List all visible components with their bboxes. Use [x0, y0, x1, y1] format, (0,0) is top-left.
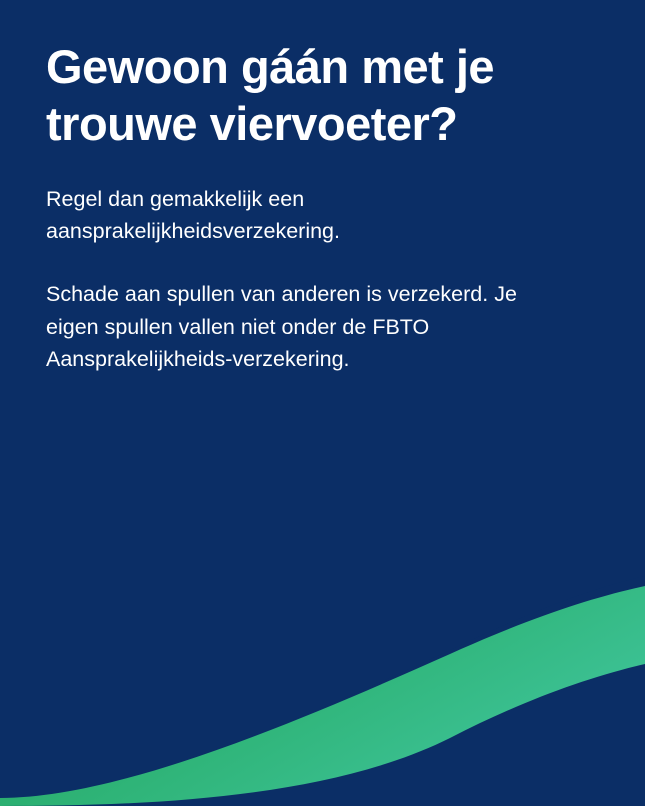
- wave-graphic: [0, 506, 645, 806]
- banner-content: [0, 0, 645, 376]
- banner-paragraph-1: Regel dan gemakkelijk een aansprakelijkheidsverzekering.: [46, 186, 340, 244]
- wave-bottom-mask: [0, 576, 645, 806]
- banner-paragraph-2: Schade aan spullen van anderen is verzekerd. Je eigen spullen vallen niet onder de FBTO Aansprakelijkheids-verzekering.: [46, 282, 517, 372]
- page-title: Gewoon gáán met je trouwe viervoeter?: [46, 40, 495, 151]
- wave-band: [0, 586, 645, 806]
